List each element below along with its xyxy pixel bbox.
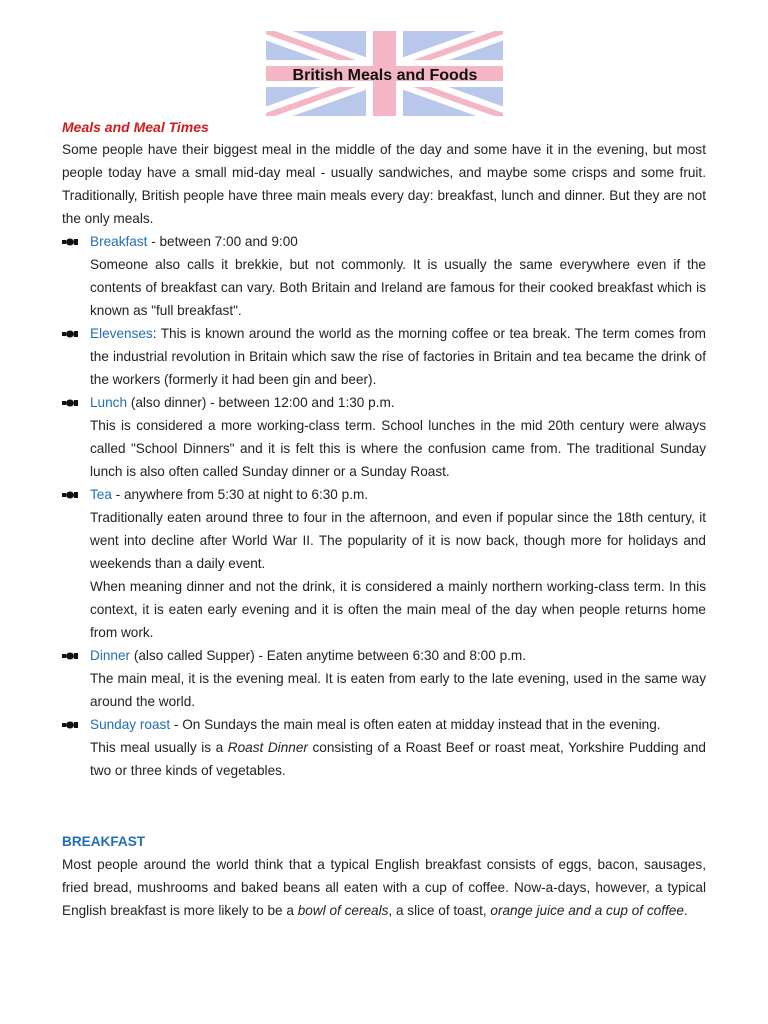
meal-description: Traditionally eaten around three to four in the afternoon, and even if popular since the 18th century, it went into decline after World War II. The popularity of it is now back, though more for holidays and weekends than a daily event.	[90, 510, 706, 571]
list-item-tea	[62, 483, 706, 644]
meal-description	[90, 736, 706, 782]
meal-name: Sunday roast	[90, 717, 171, 732]
desc-emphasis: Roast Dinner	[227, 740, 308, 755]
list-item-breakfast	[62, 230, 706, 322]
meal-time: - On Sundays the main meal is often eaten at midday instead that in the evening.	[170, 717, 661, 732]
para-text: Most people around the world think that a typical English breakfast consists of eggs, bacon, sausages, fried bread, mushrooms and baked beans all eaten with a cup of coffee. Now-a-days, however, a typical English breakfast is more likely to be a	[62, 857, 706, 918]
para-emphasis: orange juice and a cup of coffee	[490, 903, 684, 918]
meal-description-extra: When meaning dinner and not the drink, it is considered a mainly northern working-class term. In this context, it is eaten early evening and it is often the main meal of the day when people returns home from work.	[90, 579, 706, 640]
meal-entry	[90, 322, 706, 391]
page-title: British Meals and Foods	[292, 67, 478, 84]
list-item-elevenses	[62, 322, 706, 391]
meal-description: Someone also calls it brekkie, but not commonly. It is usually the same everywhere even if the contents of breakfast can vary. Both Britain and Ireland are famous for their cooked breakfast which is known as "full breakfast".	[90, 257, 706, 318]
meal-description: : This is known around the world as the morning coffee or tea break. The term comes from the industrial revolution in Britain which saw the rise of factories in Britain and tea became the drink of the workers (formerly it had been gin and beer).	[90, 326, 706, 387]
para-text: .	[683, 903, 688, 918]
intro-paragraph: Some people have their biggest meal in the middle of the day and some have it in the evening, but most people today have a small mid-day meal - usually sandwiches, and maybe some crisps and some fruit. Traditionally, British people have three main meals every day: breakfast, lunch and dinner. But they are not the only meals.	[62, 142, 706, 226]
meal-name: Breakfast	[90, 234, 148, 249]
meal-description: This is considered a more working-class term. School lunches in the mid 20th century were always called "School Dinners" and it is felt this is where the confusion came from. The traditional Sunday lunch is also often called Sunday dinner or a Sunday Roast.	[90, 418, 706, 479]
meal-name: Elevenses	[90, 326, 153, 341]
meal-name: Lunch	[90, 395, 128, 410]
desc-text: consisting of a Roast Beef or roast meat, Yorkshire Pudding and two or three kinds of vegetables.	[90, 740, 706, 778]
meal-time: (also called Supper) - Eaten anytime between 6:30 and 8:00 p.m.	[130, 648, 527, 663]
cutlery-bullet-icon	[62, 713, 80, 736]
list-item-dinner	[62, 644, 706, 713]
list-item-sunday-roast	[62, 713, 706, 782]
meal-description: The main meal, it is the evening meal. It is eaten from early to the late evening, used in the same way around the world.	[90, 671, 706, 709]
desc-text: This meal usually is a	[90, 740, 228, 755]
list-item-lunch	[62, 391, 706, 483]
meal-time: - between 7:00 and 9:00	[147, 234, 298, 249]
meal-time: - anywhere from 5:30 at night to 6:30 p.m.	[111, 487, 369, 502]
cutlery-bullet-icon	[62, 230, 80, 253]
cutlery-bullet-icon	[62, 644, 80, 667]
section-heading-meals: Meals and Meal Times	[62, 119, 209, 135]
meal-name: Tea	[90, 487, 112, 502]
meal-time: (also dinner) - between 12:00 and 1:30 p.m.	[127, 395, 395, 410]
cutlery-bullet-icon	[62, 483, 80, 506]
para-text: , a slice of toast,	[388, 903, 491, 918]
section-heading-breakfast: BREAKFAST	[62, 834, 146, 849]
para-emphasis: bowl of cereals	[297, 903, 389, 918]
breakfast-paragraph	[62, 853, 706, 922]
cutlery-bullet-icon	[62, 322, 80, 345]
meal-name: Dinner	[90, 648, 131, 663]
main-content	[62, 117, 706, 922]
cutlery-bullet-icon	[62, 391, 80, 414]
